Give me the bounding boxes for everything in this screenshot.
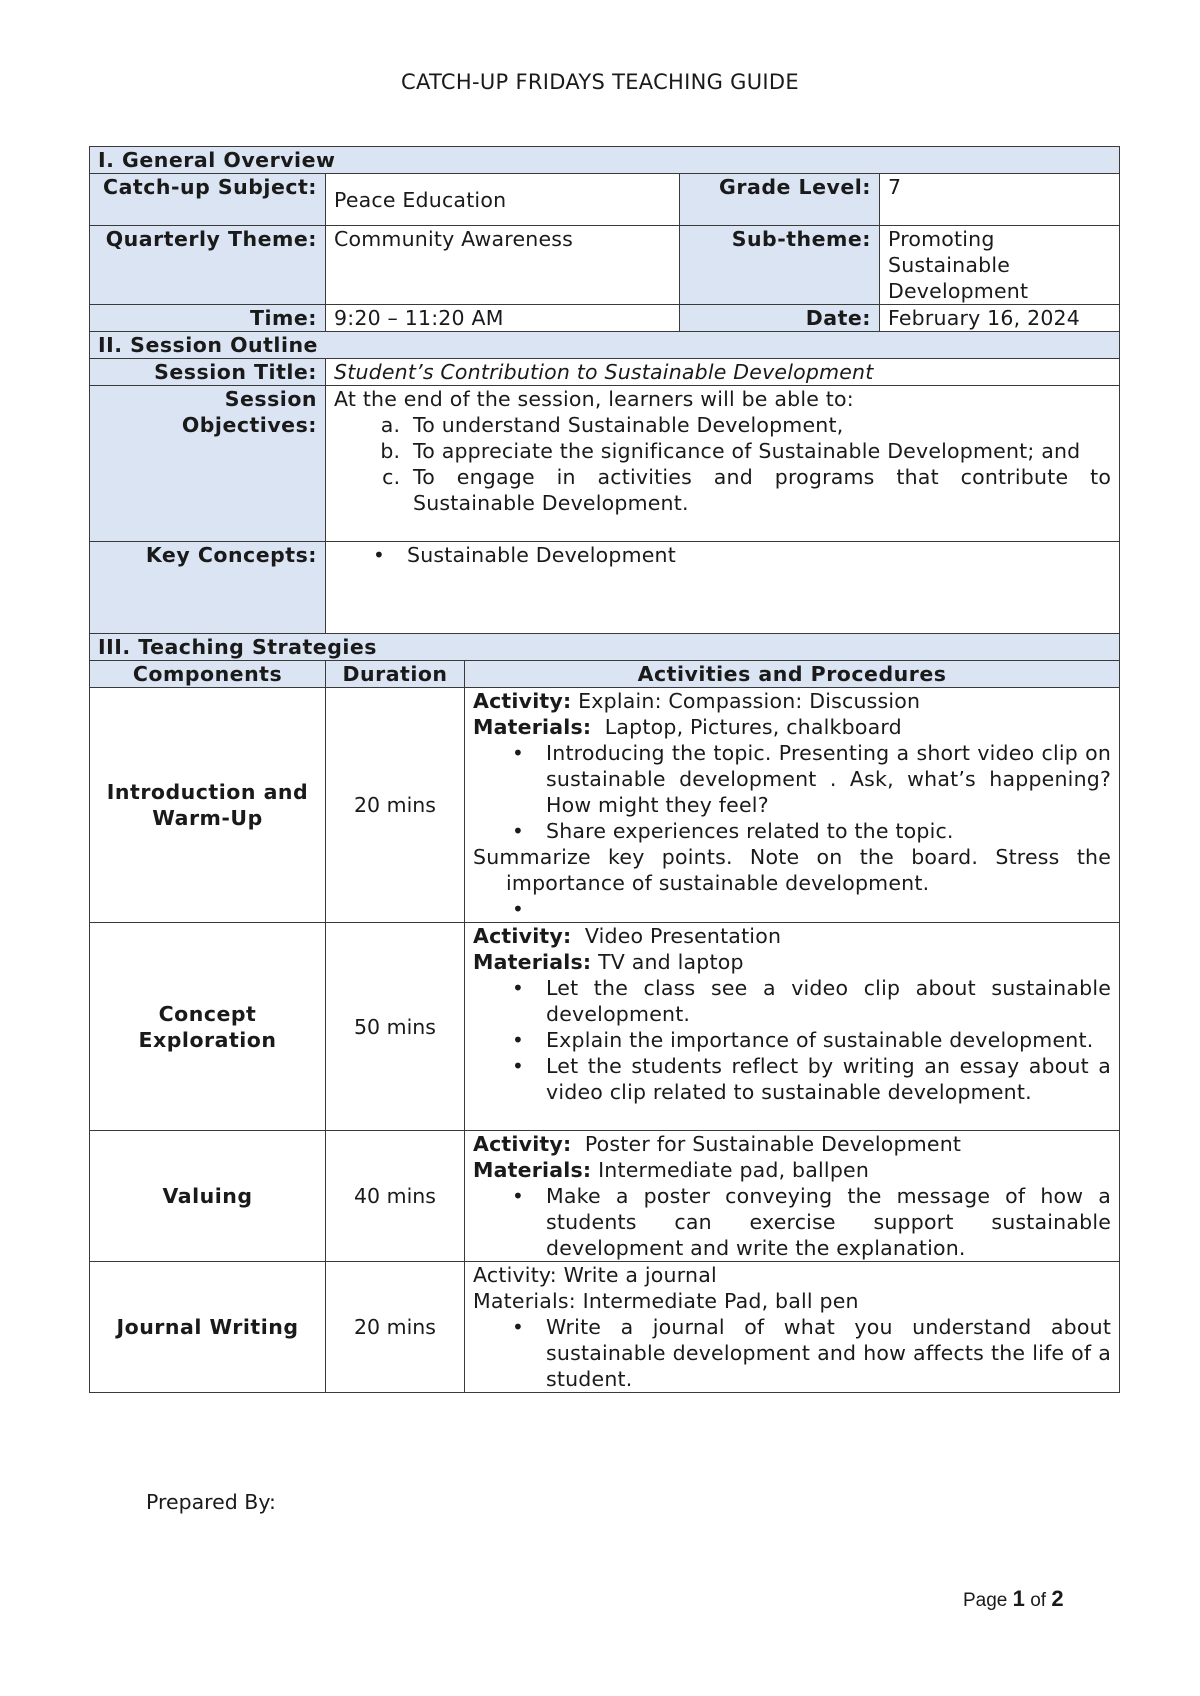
materials-line [473,1157,1111,1183]
key-concepts-list [334,542,1111,568]
procedure-list [473,740,1111,844]
materials-value: TV and laptop [598,950,744,974]
teaching-guide-table [89,146,1120,1393]
sub-theme-value: Promoting Sustainable Development [880,226,1120,305]
procedure-item: • Explain the importance of sustainable development. [546,1027,1111,1053]
procedure-item: • Share experiences related to the topic. [546,818,1111,844]
date-value: February 16, 2024 [880,305,1120,332]
activities-cell [465,688,1120,923]
time-value: 9:20 – 11:20 AM [326,305,680,332]
objectives-list [334,412,1111,516]
component-cell: Concept Exploration [90,923,326,1131]
date-label: Date: [680,305,880,332]
activity-value: Video Presentation [584,924,782,948]
materials-value: Laptop, Pictures, chalkboard [604,715,902,739]
key-concepts-row [90,542,1120,634]
session-objectives-cell [326,386,1120,542]
subject-value: Peace Education [326,174,680,226]
procedure-item: • Introducing the topic. Presenting a short video clip on sustainable development . Ask, what’s happening? How might they feel? [546,740,1111,818]
time-label: Time: [90,305,326,332]
activity-line: Activity: Write a journal [473,1263,717,1287]
key-concepts-label: Key Concepts: [90,542,326,634]
session-title-value: Student’s Contribution to Sustainable Development [326,359,1120,386]
materials-line [473,714,1111,740]
strategy-row-introduction [90,688,1120,923]
prepared-by-label: Prepared By: [146,1490,276,1514]
subject-label: Catch-up Subject: [90,174,326,226]
column-header-activities: Activities and Procedures [465,661,1120,688]
page-total: 2 [1051,1586,1064,1611]
materials-label: Materials: [473,1158,592,1182]
component-cell: Valuing [90,1131,326,1262]
activity-value: Poster for Sustainable Development [584,1132,962,1156]
quarterly-theme-label: Quarterly Theme: [90,226,326,305]
activities-cell [465,1131,1120,1262]
session-title-label: Session Title: [90,359,326,386]
procedure-item: • Make a poster conveying the message of how a students can exercise support sustainable development and write the explanation. [546,1183,1111,1261]
objective-item: b. To appreciate the significance of Sustainable Development; and [407,438,1111,464]
component-cell: Introduction and Warm-Up [90,688,326,923]
materials-label: Materials: [473,950,592,974]
activities-cell [465,1262,1120,1393]
activity-label: Activity: [473,689,572,713]
materials-value: Intermediate pad, ballpen [598,1158,870,1182]
section-heading-general-overview: I. General Overview [90,147,1120,174]
section-heading-session-outline: II. Session Outline [90,332,1120,359]
materials-line: Materials: Intermediate Pad, ball pen [473,1289,859,1313]
page-word: Page [963,1590,1008,1611]
key-concepts-cell [326,542,1120,634]
of-word: of [1030,1590,1047,1611]
duration-cell: 20 mins [326,1262,465,1393]
materials-label: Materials: [473,715,592,739]
general-overview-row [90,147,1120,174]
procedure-item: • Let the students reflect by writing an essay about a video clip related to sustainable development. [546,1053,1111,1105]
strategies-header-row [90,661,1120,688]
activities-cell [465,923,1120,1131]
strategy-row-valuing [90,1131,1120,1262]
quarterly-theme-value: Community Awareness [326,226,680,305]
empty-bullet-list [473,896,1111,922]
objectives-intro: At the end of the session, learners will be able to: [334,387,854,411]
session-objectives-label: Session Objectives: [90,386,326,542]
grade-level-label: Grade Level: [680,174,880,226]
document-title: CATCH-UP FRIDAYS TEACHING GUIDE [401,70,799,94]
session-outline-row [90,332,1120,359]
procedure-list [473,975,1111,1105]
objective-item: c. To engage in activities and programs that contribute to Sustainable Development. [407,464,1111,516]
summary-line: Summarize key points. Note on the board. Stress the importance of sustainable development. [473,845,1112,895]
page-number: 1 [1012,1586,1025,1611]
grade-level-value: 7 [880,174,1120,226]
column-header-components: Components [90,661,326,688]
session-title-row [90,359,1120,386]
session-objectives-row [90,386,1120,542]
time-row [90,305,1120,332]
activity-label: Activity: [473,1132,572,1156]
strategy-row-journal-writing [90,1262,1120,1393]
activity-line [473,1131,1111,1157]
procedure-item: • Write a journal of what you understand about sustainable development and how affects the life of a student. [546,1314,1111,1392]
teaching-strategies-row [90,634,1120,661]
page-footer [963,1586,1064,1612]
procedure-list [473,1314,1111,1392]
theme-row [90,226,1120,305]
strategy-row-concept-exploration [90,923,1120,1131]
column-header-duration: Duration [326,661,465,688]
duration-cell: 50 mins [326,923,465,1131]
objective-item: a. To understand Sustainable Development, [407,412,1111,438]
materials-line [473,949,1111,975]
procedure-item: • Let the class see a video clip about sustainable development. [546,975,1111,1027]
duration-cell: 20 mins [326,688,465,923]
subject-row [90,174,1120,226]
section-heading-teaching-strategies: III. Teaching Strategies [90,634,1120,661]
sub-theme-label: Sub-theme: [680,226,880,305]
activity-line [473,923,1111,949]
procedure-list [473,1183,1111,1261]
activity-value: Explain: Compassion: Discussion [578,689,921,713]
component-cell: Journal Writing [90,1262,326,1393]
activity-line [473,688,1111,714]
empty-bullet [546,896,1111,922]
activity-label: Activity: [473,924,572,948]
key-concept-item: • Sustainable Development [407,542,1111,568]
duration-cell: 40 mins [326,1131,465,1262]
